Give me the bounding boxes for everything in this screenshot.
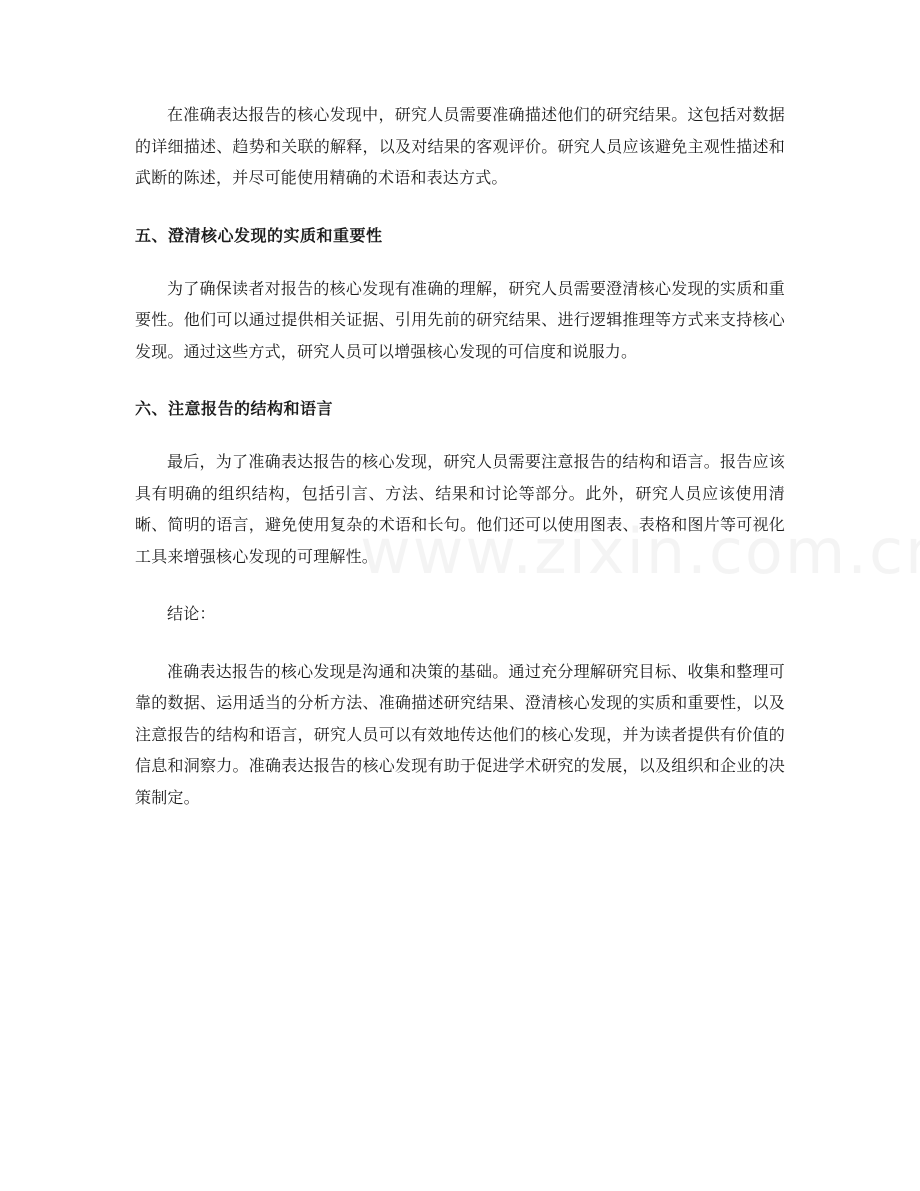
paragraph-core-findings-description: 在准确表达报告的核心发现中，研究人员需要准确描述他们的研究结果。这包括对数据的详细描述、趋势和关联的解释，以及对结果的客观评价。研究人员应该避免主观性描述和武断的陈述，并尽可能使用精确的术语和表达方式。 xyxy=(135,105,785,187)
section-heading-5: 五、澄清核心发现的实质和重要性 xyxy=(135,225,383,245)
paragraph-clarify-findings: 为了确保读者对报告的核心发现有准确的理解，研究人员需要澄清核心发现的实质和重要性。他们可以通过提供相关证据、引用先前的研究结果、进行逻辑推理等方式来支持核心发现。通过这些方式，研究人员可以增强核心发现的可信度和说服力。 xyxy=(135,278,785,361)
paragraph-structure-language: 最后，为了准确表达报告的核心发现，研究人员需要注意报告的结构和语言。报告应该具有明确的组织结构，包括引言、方法、结果和讨论等部分。此外，研究人员应该使用清晰、简明的语言，避免使用复杂的术语和长句。他们还可以使用图表、表格和图片等可视化工具来增强核心发现的可理解性。 xyxy=(135,452,785,566)
section-heading-6: 六、注意报告的结构和语言 xyxy=(135,399,334,418)
document-page xyxy=(135,99,785,839)
paragraph-conclusion: 准确表达报告的核心发现是沟通和决策的基础。通过充分理解研究目标、收集和整理可靠的数据、运用适当的分析方法、准确描述研究结果、澄清核心发现的实质和重要性，以及注意报告的结构和语言，研究人员可以有效地传达他们的核心发现，并为读者提供有价值的信息和洞察力。准确表达报告的核心发现有助于促进学术研究的发展，以及组织和企业的决策制定。 xyxy=(135,661,785,807)
conclusion-label: 结论： xyxy=(167,604,216,623)
